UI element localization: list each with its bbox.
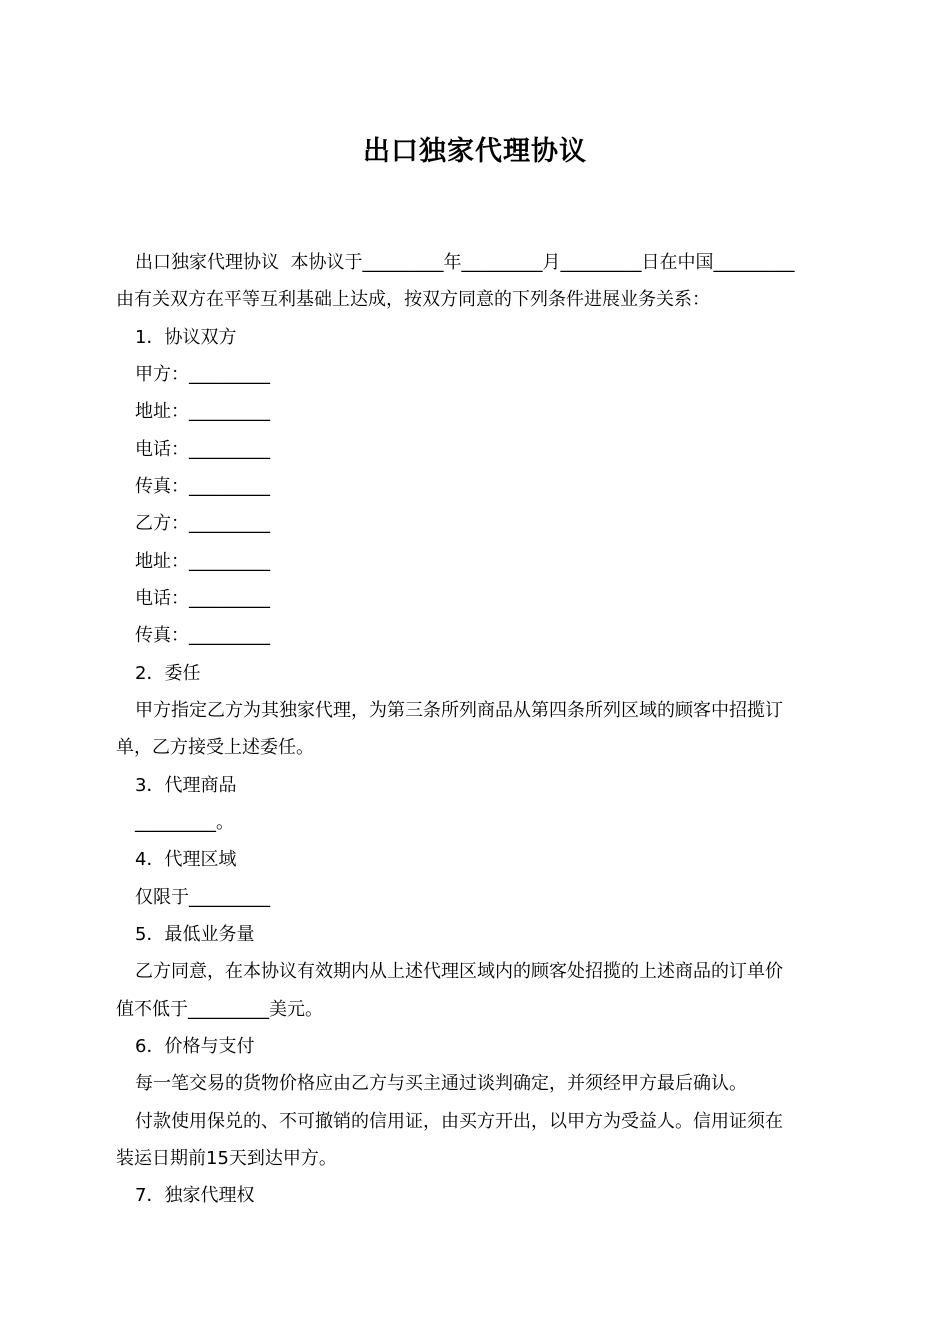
party-b-fax-field: 传真：_________ xyxy=(135,625,270,646)
party-a-fax-field: 传真：_________ xyxy=(135,476,270,497)
section-3-heading: 3．代理商品 xyxy=(135,775,237,796)
intro-line-2: 由有关双方在平等互利基础上达成，按双方同意的下列条件进展业务关系： xyxy=(116,289,710,310)
appointment-line-1: 甲方指定乙方为其独家代理，为第三条所列商品从第四条所列区域的顾客中招揽订 xyxy=(135,700,783,721)
section-2-heading: 2．委任 xyxy=(135,663,201,684)
payment-line-2: 装运日期前15天到达甲方。 xyxy=(116,1148,337,1169)
section-1-heading: 1．协议双方 xyxy=(135,327,237,348)
party-a-phone-field: 电话：_________ xyxy=(135,439,270,460)
section-5-heading: 5．最低业务量 xyxy=(135,924,255,945)
territory-field: 仅限于_________ xyxy=(135,887,270,908)
party-b-phone-field: 电话：_________ xyxy=(135,588,270,609)
section-7-heading: 7．独家代理权 xyxy=(135,1185,255,1206)
goods-field: _________。 xyxy=(135,812,234,833)
party-b-address-field: 地址：_________ xyxy=(135,551,270,572)
party-a-field: 甲方：_________ xyxy=(135,364,270,385)
document-title: 出口独家代理协议 xyxy=(363,136,587,167)
intro-line-1: 出口独家代理协议 本协议于_________年_________月_________日在中国_________ xyxy=(135,252,795,273)
appointment-line-2: 单，乙方接受上述委任。 xyxy=(116,737,314,758)
minimum-volume-line-1: 乙方同意，在本协议有效期内从上述代理区域内的顾客处招揽的上述商品的订单价 xyxy=(135,961,783,982)
party-b-field: 乙方：_________ xyxy=(135,513,270,534)
party-a-address-field: 地址：_________ xyxy=(135,401,270,422)
payment-line-1: 付款使用保兑的、不可撤销的信用证，由买方开出，以甲方为受益人。信用证须在 xyxy=(135,1111,783,1132)
minimum-volume-line-2: 值不低于_________美元。 xyxy=(116,999,323,1020)
section-6-heading: 6．价格与支付 xyxy=(135,1036,255,1057)
price-line: 每一笔交易的货物价格应由乙方与买主通过谈判确定，并须经甲方最后确认。 xyxy=(135,1073,747,1094)
section-4-heading: 4．代理区域 xyxy=(135,849,237,870)
